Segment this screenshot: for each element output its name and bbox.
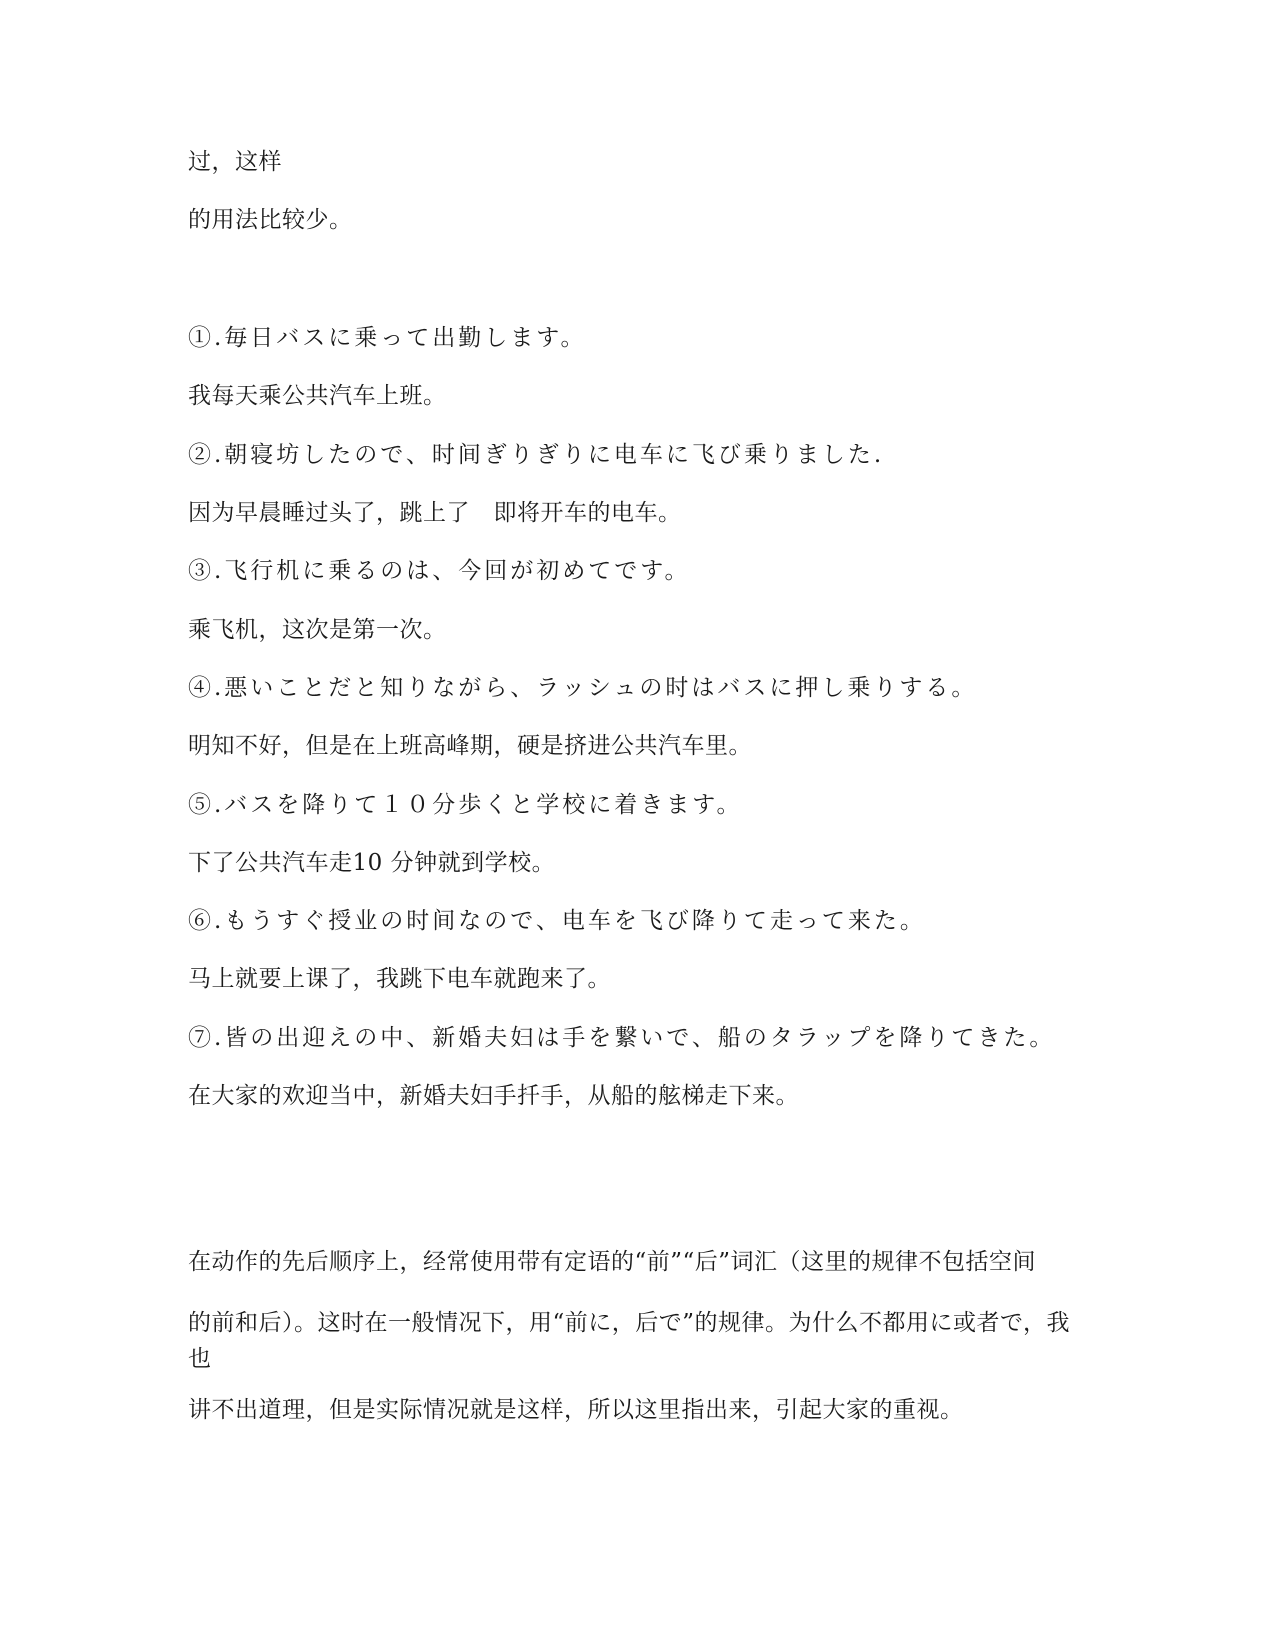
example-3-chinese: 乘飞机，这次是第一次。 xyxy=(188,617,447,643)
intro-line-2: 的用法比较少。 xyxy=(188,207,353,233)
closing-paragraph-line-3: 讲不出道理，但是实际情况就是这样，所以这里指出来，引起大家的重视。 xyxy=(188,1397,964,1423)
example-4-japanese: ④.悪いことだと知りながら、ラッシュの时はバスに押し乗りする。 xyxy=(188,675,978,701)
example-2-japanese: ②.朝寝坊したので、时间ぎりぎりに电车に飞び乗りました. xyxy=(188,442,885,468)
example-6-chinese: 马上就要上课了，我跳下电车就跑来了。 xyxy=(188,966,611,992)
example-3-japanese: ③.飞行机に乗るのは、今回が初めてです。 xyxy=(188,558,691,584)
closing-paragraph-line-2: 的前和后）。这时在一般情况下，用“前に，后で”的规律。为什么不都用に或者で，我也 xyxy=(188,1310,1071,1372)
example-1-japanese: ①.毎日バスに乗って出勤します。 xyxy=(188,325,587,351)
example-7-japanese: ⑦.皆の出迎えの中、新婚夫妇は手を繋いで、船のタラップを降りてきた。 xyxy=(188,1025,1056,1051)
example-2-chinese: 因为早晨睡过头了，跳上了 即将开车的电车。 xyxy=(188,500,682,526)
intro-line-1: 过，这样 xyxy=(188,149,282,175)
closing-paragraph-line-1: 在动作的先后顺序上，经常使用带有定语的“前”“后”词汇（这里的规律不包括空间 xyxy=(188,1249,1037,1275)
example-7-chinese: 在大家的欢迎当中，新婚夫妇手扦手，从船的舷梯走下来。 xyxy=(188,1083,799,1109)
example-6-japanese: ⑥.もうすぐ授业の时间なので、电车を飞び降りて走って来た。 xyxy=(188,908,926,934)
example-1-chinese: 我每天乘公共汽车上班。 xyxy=(188,383,447,409)
example-5-japanese: ⑤.バスを降りて１０分歩くと学校に着きます。 xyxy=(188,792,743,818)
example-5-chinese: 下了公共汽车走10 分钟就到学校。 xyxy=(188,850,556,876)
example-4-chinese: 明知不好，但是在上班高峰期，硬是挤进公共汽车里。 xyxy=(188,733,752,759)
